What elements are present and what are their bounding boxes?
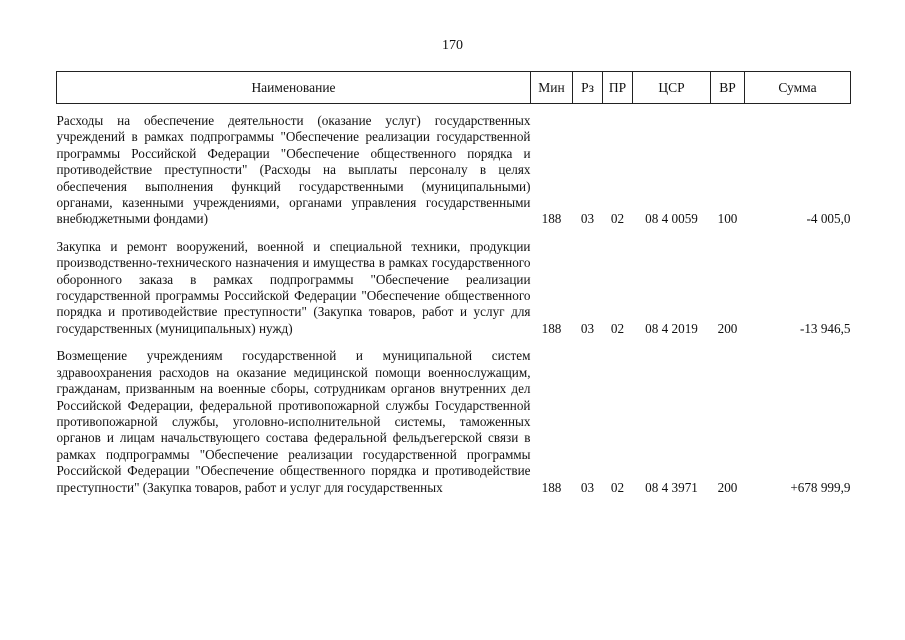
header-csr: ЦСР xyxy=(633,72,711,104)
row-sum: +678 999,9 xyxy=(790,479,851,495)
row-name: Расходы на обеспечение деятельности (оказание услуг) государственных учреждений в рамках подпрограммы "Обеспечение реализации государственной программы Российской Федерации "Обеспечение общественного порядка и противодействие преступности" (Расходы на выплаты персоналу в целях обеспечения выполнения функций государственными (муниципальными) органами, казенными учреждениями, органами управления государственными внебюджетными фондами) xyxy=(56,113,531,227)
table-header-row xyxy=(57,72,851,104)
page-number: 170 xyxy=(442,38,463,53)
row-rz: 03 xyxy=(580,320,595,336)
header-sum: Сумма xyxy=(745,72,851,104)
row-pr: 02 xyxy=(610,479,625,495)
row-sum: -13 946,5 xyxy=(799,320,851,336)
row-min: 188 xyxy=(541,211,562,227)
header-name: Наименование xyxy=(57,72,531,104)
table-row xyxy=(57,228,851,337)
row-vr: 200 xyxy=(717,320,738,336)
header-pr: ПР xyxy=(603,72,633,104)
row-min: 188 xyxy=(541,479,562,495)
header-min: Мин xyxy=(531,72,573,104)
table-row xyxy=(57,104,851,228)
row-rz: 03 xyxy=(580,479,595,495)
row-csr: 08 4 0059 xyxy=(645,211,698,227)
row-pr: 02 xyxy=(610,211,625,227)
row-rz: 03 xyxy=(580,211,595,227)
row-csr: 08 4 2019 xyxy=(645,320,698,336)
budget-table xyxy=(56,71,851,496)
row-vr: 200 xyxy=(717,479,738,495)
row-vr: 100 xyxy=(717,211,738,227)
row-name: Возмещение учреждениям государственной и муниципальной систем здравоохранения расходов на оказание медицинской помощи военнослужащим, гражданам, призванным на военные сборы, сотрудникам органов внутренних дел Российской Федерации, федеральной противопожарной службы Государственной противопожарной службы, уголовно-исполнительной системы, таможенных органов и лицам начальствующего состава федеральной фельдъегерской связи в рамках подпрограммы "Обеспечение реализации государственной программы Российской Федерации "Обеспечение общественного порядка и противодействие преступности" (Закупка товаров, работ и услуг для государственных xyxy=(56,348,531,495)
row-name: Закупка и ремонт вооружений, военной и специальной техники, продукции производственно-технического назначения и имущества в рамках государственного оборонного заказа в рамках подпрограммы "Обеспечение реализации государственной программы Российской Федерации "Обеспечение общественного порядка и противодействие преступности" (Закупка товаров, работ и услуг для государственных (муниципальных) нужд) xyxy=(56,238,531,336)
header-rz: Рз xyxy=(573,72,603,104)
row-csr: 08 4 3971 xyxy=(645,479,698,495)
header-vr: ВР xyxy=(711,72,745,104)
row-min: 188 xyxy=(541,320,562,336)
row-sum: -4 005,0 xyxy=(806,211,851,227)
row-pr: 02 xyxy=(610,320,625,336)
table-row xyxy=(57,337,851,496)
